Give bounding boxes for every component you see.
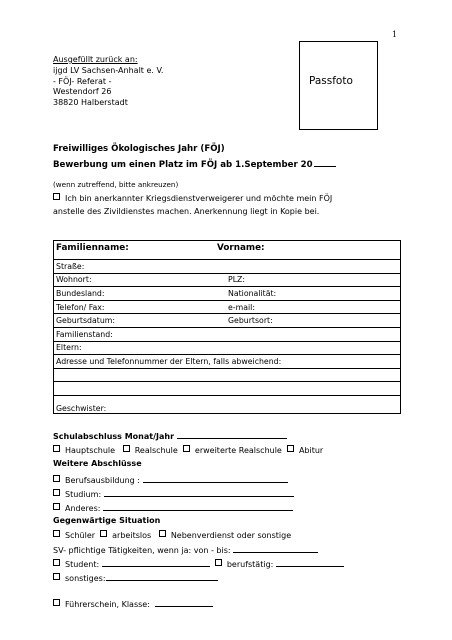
- passport-photo-box[interactable]: [299, 41, 378, 130]
- student-checkbox[interactable]: [53, 559, 60, 566]
- objector-checkbox[interactable]: [53, 193, 60, 200]
- address-line: - FÖJ- Referat -: [53, 76, 112, 86]
- sv-label: SV- pflichtige Tätigkeiten, wenn ja: von - bis:: [53, 546, 231, 555]
- erweiterte-realschule-checkbox[interactable]: [183, 445, 190, 452]
- berufsausbildung-row: [53, 474, 288, 485]
- sv-blank[interactable]: [233, 544, 318, 553]
- wohnort-label: Wohnort:: [56, 275, 92, 285]
- familienstand-label: Familienstand:: [56, 329, 113, 339]
- option-label: arbeitslos: [112, 531, 152, 540]
- geburtsort-label: Geburtsort:: [228, 316, 273, 326]
- adresse-eltern-field[interactable]: [54, 355, 401, 369]
- year-blank[interactable]: [314, 157, 336, 167]
- option-label: erweiterte Realschule: [194, 446, 282, 455]
- license-row: [53, 598, 213, 609]
- option-label: Abitur: [298, 446, 324, 455]
- title-line-1: Freiwilliges Ökologisches Jahr (FÖJ): [53, 144, 225, 154]
- checkbox-note: (wenn zutreffend, bitte ankreuzen): [53, 180, 179, 189]
- current-options: [53, 530, 291, 540]
- telefon-label: Telefon/ Fax:: [56, 302, 105, 312]
- geschwister-field[interactable]: [54, 395, 401, 413]
- email-label: e-mail:: [228, 302, 255, 312]
- option-label: Nebenverdienst oder sonstige: [170, 531, 292, 540]
- current-heading: Gegenwärtige Situation: [53, 516, 161, 525]
- strasse-label: Straße:: [56, 261, 85, 271]
- strasse-field[interactable]: [54, 260, 401, 274]
- berufstaetig-blank[interactable]: [276, 558, 344, 567]
- berufsausbildung-blank[interactable]: [143, 474, 288, 483]
- eltern-label: Eltern:: [56, 343, 82, 353]
- address-line: Westendorf 26: [53, 87, 112, 97]
- nebenverdienst-checkbox[interactable]: [159, 530, 166, 537]
- school-date-blank[interactable]: [177, 430, 287, 439]
- student-blank[interactable]: [102, 558, 210, 567]
- berufsausbildung-checkbox[interactable]: [53, 475, 60, 482]
- option-label: Hauptschule: [65, 446, 116, 455]
- objector-text-2: anstelle des Zivildienstes machen. Anerkennung liegt in Kopie bei.: [53, 206, 320, 216]
- license-blank[interactable]: [155, 598, 213, 607]
- student-label: Student:: [65, 560, 100, 569]
- studium-blank[interactable]: [104, 488, 294, 497]
- telefon-field[interactable]: [54, 300, 401, 314]
- hauptschule-checkbox[interactable]: [53, 445, 60, 452]
- license-checkbox[interactable]: [53, 599, 60, 606]
- adresse-eltern-label: Adresse und Telefonnummer der Eltern, falls abweichend:: [56, 356, 282, 366]
- abitur-checkbox[interactable]: [287, 445, 294, 452]
- address-line: ijgd LV Sachsen-Anhalt e. V.: [53, 65, 164, 75]
- address-line: 38820 Halberstadt: [53, 98, 128, 108]
- wohnort-field[interactable]: [54, 273, 401, 287]
- berufstaetig-label: berufstätig:: [226, 560, 274, 569]
- option-label: Schüler: [65, 531, 96, 540]
- plz-label: PLZ:: [228, 275, 246, 285]
- further-heading: Weitere Abschlüsse: [53, 459, 142, 468]
- sonstiges-checkbox[interactable]: [53, 573, 60, 580]
- schueler-checkbox[interactable]: [53, 530, 60, 537]
- objector-statement: [53, 193, 393, 219]
- geschwister-label: Geschwister:: [56, 403, 107, 413]
- nationalitaet-label: Nationalität:: [228, 288, 277, 298]
- address-heading: Ausgefüllt zurück an:: [53, 55, 138, 64]
- anderes-blank[interactable]: [103, 502, 293, 511]
- bundesland-field[interactable]: [54, 287, 401, 301]
- adresse-eltern-blank[interactable]: [54, 382, 401, 396]
- vorname-label: Vorname:: [217, 243, 265, 253]
- bundesland-label: Bundesland:: [56, 288, 105, 298]
- license-label: Führerschein, Klasse:: [65, 600, 150, 609]
- school-options: [53, 445, 323, 455]
- arbeitslos-checkbox[interactable]: [100, 530, 107, 537]
- title-line-2: Bewerbung um einen Platz im FÖJ ab 1.September 20: [53, 159, 313, 170]
- realschule-checkbox[interactable]: [123, 445, 130, 452]
- adresse-eltern-blank[interactable]: [54, 368, 401, 382]
- berufsausbildung-label: Berufsausbildung :: [65, 476, 140, 485]
- studium-checkbox[interactable]: [53, 489, 60, 496]
- form-title: [53, 142, 336, 172]
- familienstand-field[interactable]: [54, 327, 401, 341]
- studium-label: Studium:: [65, 490, 102, 499]
- berufstaetig-checkbox[interactable]: [215, 559, 222, 566]
- familienname-label: Familienname:: [56, 243, 129, 253]
- personal-data-table: [53, 240, 401, 414]
- return-address: [53, 55, 163, 109]
- anderes-label: Anderes:: [65, 504, 101, 513]
- anderes-row: [53, 502, 293, 513]
- school-heading: Schulabschluss Monat/Jahr: [53, 432, 175, 441]
- eltern-field[interactable]: [54, 341, 401, 355]
- sonstiges-blank[interactable]: [106, 572, 218, 581]
- studium-row: [53, 488, 294, 499]
- anderes-checkbox[interactable]: [53, 503, 60, 510]
- sonstiges-row: [53, 572, 218, 583]
- photo-label: Passfoto: [309, 75, 353, 87]
- geburtsdatum-field[interactable]: [54, 314, 401, 328]
- page-number: 1: [392, 30, 398, 39]
- objector-text-1: Ich bin anerkannter Kriegsdienstverweigerer und möchte mein FÖJ: [65, 194, 333, 203]
- student-row: [53, 558, 344, 569]
- sv-row: [53, 544, 318, 555]
- geburtsdatum-label: Geburtsdatum:: [56, 316, 116, 326]
- sonstiges-label: sonstiges:: [65, 574, 106, 583]
- option-label: Realschule: [134, 446, 178, 455]
- school-heading-row: [53, 430, 287, 441]
